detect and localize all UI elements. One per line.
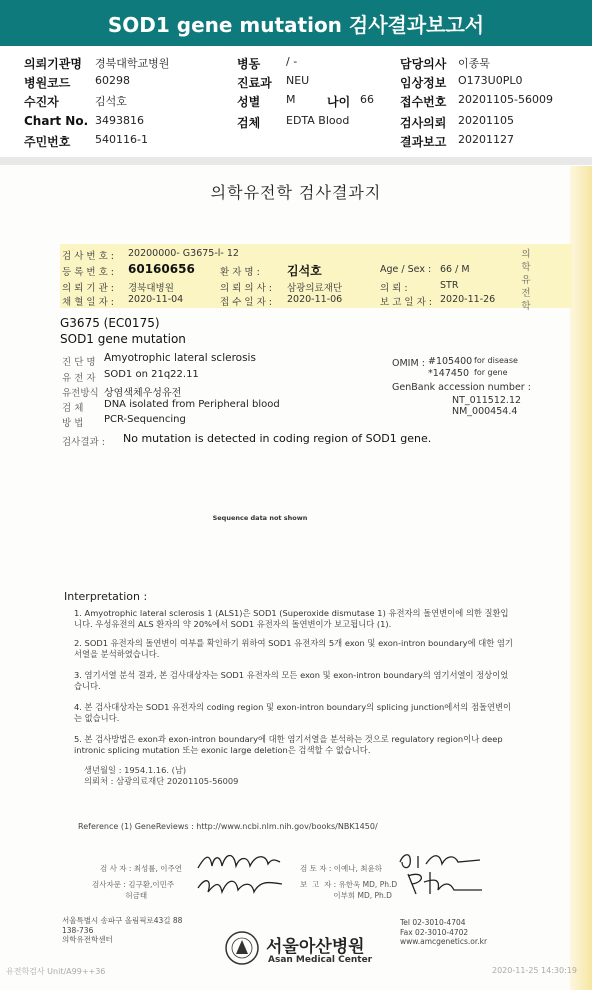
receive-label: 접 수 일 자 : xyxy=(220,297,272,308)
test-name: SOD1 gene mutation xyxy=(60,332,186,346)
institution: 경북대병원 xyxy=(128,283,174,294)
sex-value: M xyxy=(286,93,296,106)
collect-date: 2020-11-04 xyxy=(128,294,184,305)
hospital-address: 서울특별시 송파구 올림픽로43길 88 138-736 의학유전학센터 xyxy=(62,916,183,944)
collect-label: 채 혈 일 자 : xyxy=(62,297,114,308)
test-code: G3675 (EC0175) xyxy=(60,316,160,330)
method-value: PCR-Sequencing xyxy=(104,414,186,425)
doctor-label: 의 뢰 의 사 : xyxy=(220,283,272,294)
accession-key: 접수번호 xyxy=(400,95,447,109)
hospital-code-key: 병원코드 xyxy=(24,76,71,90)
interpretation-item-2: 2. SOD1 유전자의 돌연변이 여부를 확인하기 위하여 SOD1 유전자의 5개 exon 및 exon-intron boundary에 대한 염기서열을 분석하였습니다. xyxy=(74,638,513,659)
request-date-value: 20201105 xyxy=(458,114,514,127)
hospital-code-value: 60298 xyxy=(95,74,130,87)
accession-value: 20201105-56009 xyxy=(458,93,553,106)
requester: 의뢰처 : 삼광의료재단 20201105-56009 xyxy=(84,776,239,786)
age-key: 나이 xyxy=(327,95,351,109)
interpretation-title: Interpretation : xyxy=(64,590,148,603)
inheritance-label: 유전방식 xyxy=(62,388,99,399)
doctor: 삼광의료재단 xyxy=(287,283,343,294)
omim-disease-note: for disease xyxy=(474,356,518,365)
gene-value: SOD1 on 21q22.11 xyxy=(104,369,199,380)
sheet-title: 의학유전학 검사결과지 xyxy=(210,183,382,202)
sex-key: 성별 xyxy=(237,95,261,109)
receive-date: 2020-11-06 xyxy=(287,294,343,305)
report-label: 보 고 일 자 : xyxy=(380,297,432,308)
specimen-value: EDTA Blood xyxy=(286,114,350,127)
reg-no: 60160656 xyxy=(128,262,195,276)
scanned-result-sheet xyxy=(0,166,592,990)
reporter-signature xyxy=(404,868,486,898)
hospital-logo-english: Asan Medical Center xyxy=(268,955,373,965)
report-title: SOD1 gene mutation 검사결과보고서 xyxy=(0,0,592,46)
director-label: 검사자문 : 김구환,이민주 허금태 xyxy=(92,880,175,900)
ward-value: / - xyxy=(286,55,298,68)
request-date-key: 검사의뢰 xyxy=(400,116,447,130)
reg-no-label: 등 록 번 호 : xyxy=(62,267,114,278)
department-key: 진료과 xyxy=(237,76,272,90)
ward-key: 병동 xyxy=(237,57,261,71)
clinical-info-key: 임상정보 xyxy=(400,76,447,90)
side-label: 의 학 유 전 학 xyxy=(521,249,531,312)
age-sex: 66 / M xyxy=(440,264,470,275)
physician-value: 이종묵 xyxy=(458,57,490,70)
patient-name: 김석호 xyxy=(287,264,322,278)
interpretation-item-4: 4. 본 검사대상자는 SOD1 유전자의 coding region 및 exon-intron boundary의 splicing junction에서의 점돌연변이는 없습니다. xyxy=(74,702,512,723)
reviewer-label: 검 토 자 : 이예나, 최윤하 xyxy=(300,864,383,873)
chart-no-key: Chart No. xyxy=(24,114,89,128)
omim-label: OMIM : xyxy=(392,358,425,369)
reference: Reference (1) GeneReviews : http://www.ncbi.nlm.nih.gov/books/NBK1450/ xyxy=(78,822,378,831)
header-divider xyxy=(0,157,592,165)
resident-no-key: 주민번호 xyxy=(24,135,71,149)
physician-key: 담당의사 xyxy=(400,57,447,71)
genbank-nm: NM_000454.4 xyxy=(452,406,518,417)
exam-no-label: 검 사 번 호 : xyxy=(62,251,114,262)
genbank-nt: NT_011512.12 xyxy=(452,395,522,406)
interpretation-item-1: 1. Amyotrophic lateral sclerosis 1 (ALS1)은 SOD1 (Superoxide dismutase 1) 유전자의 돌연변이에 의한 질환입니다. 우성유전의 ALS 환자의 약 20%에서 SOD1 유전자의 돌연변이가 보고됩니다 (1). xyxy=(74,608,509,629)
interpretation-item-3: 3. 염기서열 분석 결과, 본 검사대상자는 SOD1 유전자의 모든 exon 및 exon-intron boundary의 염기서열이 정상이었습니다. xyxy=(74,670,509,691)
omim-gene: *147450 xyxy=(428,368,470,379)
patient-value: 김석호 xyxy=(95,95,127,108)
genbank-label: GenBank accession number : xyxy=(392,382,531,393)
specimen-label: 검 체 xyxy=(62,403,84,414)
omim-disease: #105400 xyxy=(428,356,473,367)
footer-timestamp: 2020-11-25 14:30:19 xyxy=(492,966,577,975)
diagnosis-value: Amyotrophic lateral sclerosis xyxy=(104,352,256,364)
method-label: 방 법 xyxy=(62,418,84,429)
hospital-contact: Tel 02-3010-4704 Fax 02-3010-4702 www.amcgenetics.or.kr xyxy=(400,918,488,946)
specimen-value: DNA isolated from Peripheral blood xyxy=(104,399,280,410)
birth-date: 생년월일 : 1954.1.16. (남) xyxy=(84,765,187,775)
clinical-info-value: O173U0PL0 xyxy=(458,74,523,87)
footer-left: 유전학검사 Unit/A99++36 xyxy=(6,967,106,976)
institution-label: 의 뢰 기 관 : xyxy=(62,283,114,294)
hospital-logo-korean: 서울아산병원 xyxy=(266,937,365,957)
result-label: 검사결과 : xyxy=(62,437,105,448)
report-date-key: 결과보고 xyxy=(400,135,447,149)
report-header xyxy=(0,50,592,154)
result-text: No mutation is detected in coding region of SOD1 gene. xyxy=(123,432,432,445)
patient-key: 수진자 xyxy=(24,95,59,109)
gene-label: 유 전 자 xyxy=(62,373,96,384)
institution-value: 경북대학교병원 xyxy=(95,57,170,70)
age-sex-label: Age / Sex : xyxy=(380,264,432,275)
inheritance-value: 상염색체우성유전 xyxy=(104,388,182,399)
report-date: 2020-11-26 xyxy=(440,294,496,305)
department-value: NEU xyxy=(286,74,310,87)
institution-key: 의뢰기관명 xyxy=(24,57,82,71)
interpretation-item-5: 5. 본 검사방법은 exon과 exon-intron boundary에 대한 염기서열을 분석하는 것으로 regulatory region이나 deep intronic splicing mutation 또는 exonic large deletion은 검색할 수 없습니다. xyxy=(74,734,503,755)
director-signature xyxy=(196,874,284,898)
patient-name-label: 환 자 명 : xyxy=(220,267,260,278)
diagnosis-label: 진 단 명 xyxy=(62,357,96,368)
exam-no: 20200000- G3675-l- 12 xyxy=(128,248,239,259)
paper-edge xyxy=(570,166,592,990)
tester-label: 검 사 자 : 최성률, 이주연 xyxy=(100,864,183,873)
resident-no-value: 540116-1 xyxy=(95,133,148,146)
dept-label: 의 뢰 : xyxy=(380,283,408,294)
reporter-label: 보 고 자 : 유한욱 MD, Ph.D 이부희 MD, Ph.D xyxy=(300,880,398,900)
report-date-value: 20201127 xyxy=(458,133,514,146)
specimen-key: 검체 xyxy=(237,116,261,130)
dept: STR xyxy=(440,280,459,291)
age-value: 66 xyxy=(360,93,374,106)
chart-no-value: 3493816 xyxy=(95,114,144,127)
tester-signature xyxy=(196,850,282,874)
sequence-note: Sequence data not shown xyxy=(212,514,308,522)
omim-gene-note: for gene xyxy=(474,368,508,377)
asan-foundation-seal-icon xyxy=(224,930,260,966)
